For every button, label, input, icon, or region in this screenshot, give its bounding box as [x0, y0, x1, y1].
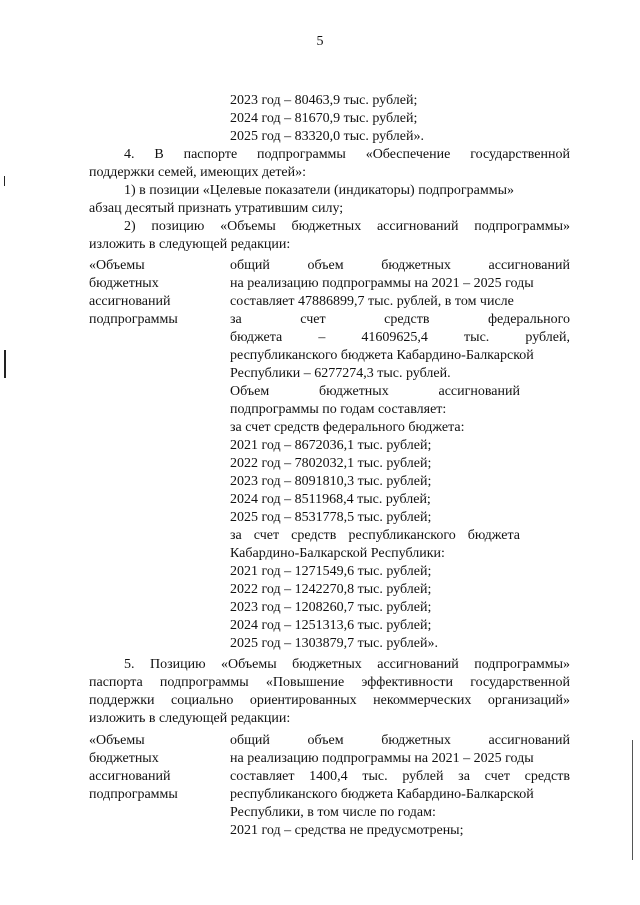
table1-right-line: 2021 год – 8672036,1 тыс. рублей;: [230, 438, 432, 453]
table1-right-line: составляет 47886899,7 тыс. рублей, в том числе: [230, 294, 514, 309]
scan-mark: [632, 740, 633, 860]
table2-right-line: 2021 год – средства не предусмотрены;: [230, 823, 464, 838]
item4-sub2-line1: 2) позицию «Объемы бюджетных ассигнований подпрограммы»: [124, 219, 570, 234]
table1-right-line: за счет средств федерального: [230, 312, 570, 327]
table1-left-cell: [89, 257, 219, 329]
table1-right-line: Кабардино-Балкарской Республики:: [230, 546, 445, 561]
item4-sub2-line2: изложить в следующей редакции:: [89, 237, 291, 252]
table1-right-line: 2024 год – 8511968,4 тыс. рублей;: [230, 492, 431, 507]
page-number: 5: [316, 34, 324, 49]
table1-right-line: подпрограммы по годам составляет:: [230, 402, 447, 417]
scan-mark: [4, 176, 5, 186]
table2-right-line: общий объем бюджетных ассигнований: [230, 733, 570, 748]
table2-right-line: Республики, в том числе по годам:: [230, 805, 436, 820]
table2-right-line: республиканского бюджета Кабардино-Балкарской: [230, 787, 534, 802]
table1-right-line: общий объем бюджетных ассигнований: [230, 258, 570, 273]
table2-right-line: составляет 1400,4 тыс. рублей за счет средств: [230, 769, 570, 784]
table2-left-line: ассигнований: [89, 769, 171, 784]
table1-right-line: 2022 год – 7802032,1 тыс. рублей;: [230, 456, 432, 471]
item4-line2: поддержки семей, имеющих детей»:: [89, 165, 307, 180]
intro-line: 2024 год – 81670,9 тыс. рублей;: [230, 111, 418, 126]
item4-line1: 4. В паспорте подпрограммы «Обеспечение государственной: [124, 147, 570, 162]
item5-line2: паспорта подпрограммы «Повышение эффективности государственной: [89, 675, 570, 690]
table1-right-line: республиканского бюджета Кабардино-Балкарской: [230, 348, 534, 363]
table1-right-line: 2024 год – 1251313,6 тыс. рублей;: [230, 618, 432, 633]
table1-right-line: Республики – 6277274,3 тыс. рублей.: [230, 366, 451, 381]
item4-sub1-line1: 1) в позиции «Целевые показатели (индикаторы) подпрограммы»: [124, 183, 514, 198]
table2-left-cell: [89, 732, 219, 804]
scan-mark: [4, 350, 6, 378]
item5-line3: поддержки социально ориентированных некоммерческих организаций»: [89, 693, 570, 708]
item5-line1: 5. Позицию «Объемы бюджетных ассигнований подпрограммы»: [124, 657, 570, 672]
table1-right-line: 2023 год – 1208260,7 тыс. рублей;: [230, 600, 432, 615]
table1-left-line: ассигнований: [89, 294, 171, 309]
table1-right-line: 2021 год – 1271549,6 тыс. рублей;: [230, 564, 432, 579]
item5-line4: изложить в следующей редакции:: [89, 711, 291, 726]
table1-left-line: подпрограммы: [89, 312, 178, 327]
intro-line: 2023 год – 80463,9 тыс. рублей;: [230, 93, 418, 108]
table1-right-line: 2025 год – 8531778,5 тыс. рублей;: [230, 510, 432, 525]
table2-left-line: подпрограммы: [89, 787, 178, 802]
intro-line: 2025 год – 83320,0 тыс. рублей».: [230, 129, 424, 144]
table1-left-line: «Объемы: [89, 258, 145, 273]
table1-left-line: бюджетных: [89, 276, 159, 291]
table2-left-line: «Объемы: [89, 733, 145, 748]
table1-right-line: за счет средств федерального бюджета:: [230, 420, 465, 435]
table1-right-line: за счет средств республиканского бюджета: [230, 528, 520, 543]
table1-right-line: на реализацию подпрограммы на 2021 – 2025 годы: [230, 276, 534, 291]
table1-right-line: 2022 год – 1242270,8 тыс. рублей;: [230, 582, 432, 597]
table1-right-line: бюджета – 41609625,4 тыс. рублей,: [230, 330, 570, 345]
table1-right-line: 2025 год – 1303879,7 тыс. рублей».: [230, 636, 438, 651]
table2-left-line: бюджетных: [89, 751, 159, 766]
table2-right-line: на реализацию подпрограммы на 2021 – 2025 годы: [230, 751, 534, 766]
table1-right-line: 2023 год – 8091810,3 тыс. рублей;: [230, 474, 432, 489]
item4-sub1-line2: абзац десятый признать утратившим силу;: [89, 201, 344, 216]
table1-right-line: Объем бюджетных ассигнований: [230, 384, 520, 399]
